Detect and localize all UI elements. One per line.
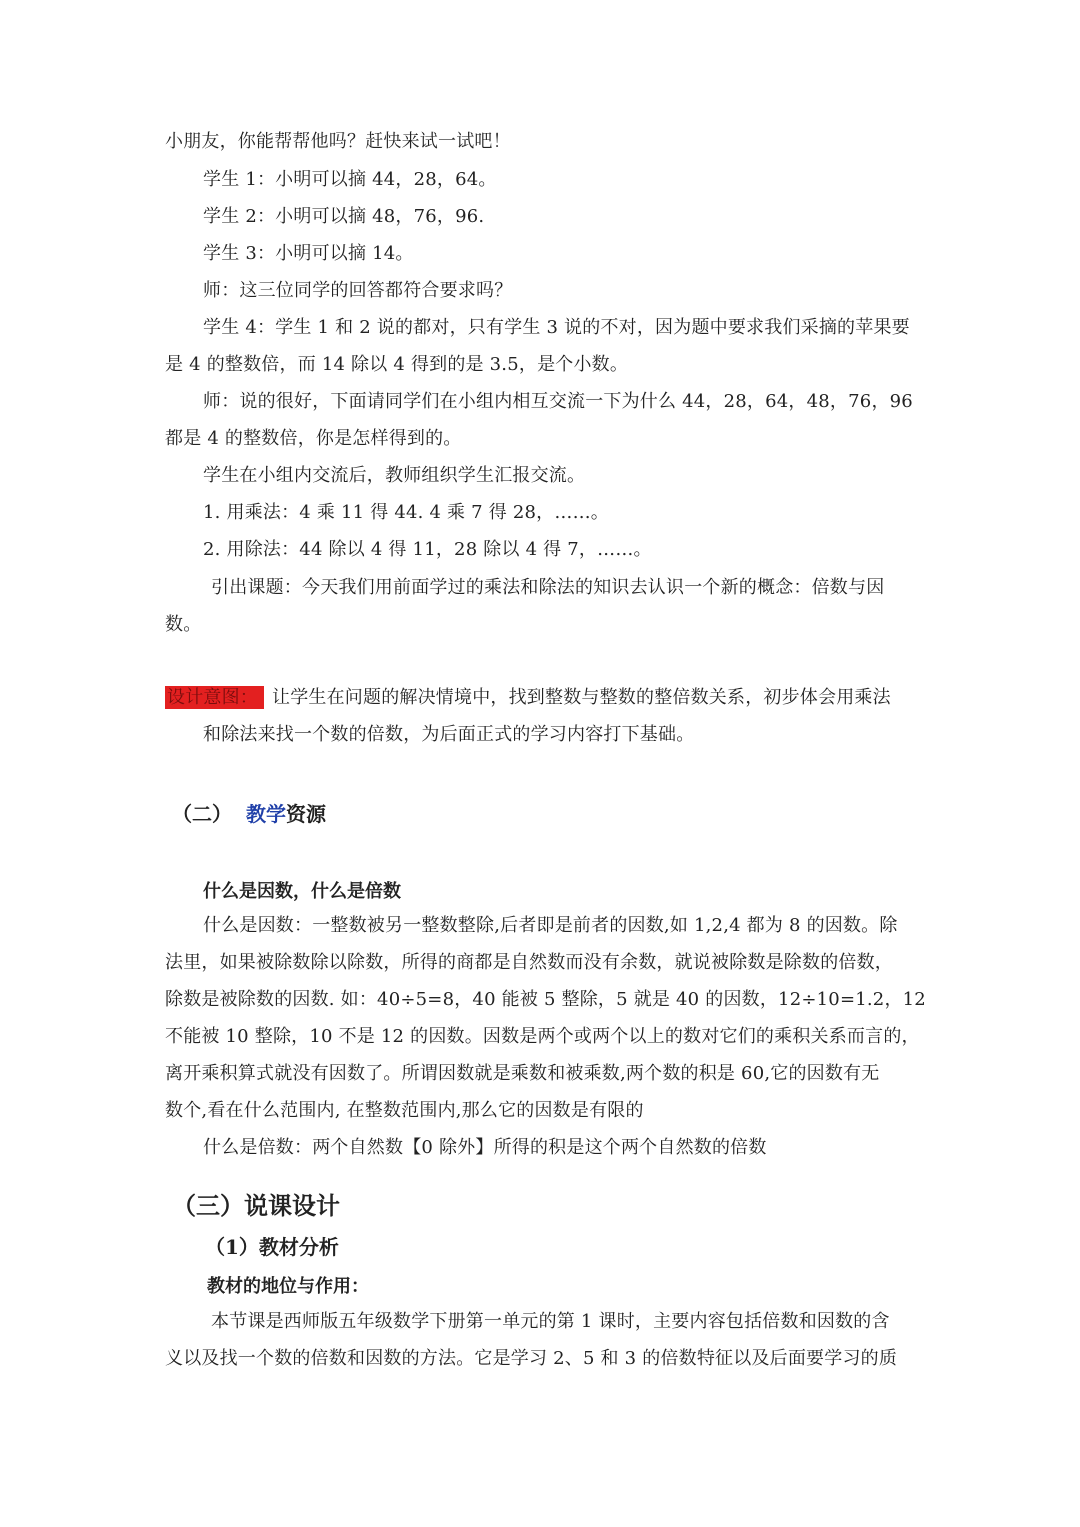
text-line: 学生 3：小明可以摘 14。 — [203, 243, 414, 264]
design-intent-text: 让学生在问题的解决情境中，找到整数与整数的整倍数关系，初步体会用乘法 — [272, 687, 891, 708]
text-line: 数。 — [165, 614, 202, 635]
text-line: 是 4 的整数倍，而 14 除以 4 得到的是 3.5，是个小数。 — [165, 354, 629, 375]
text-line: 法里，如果被除数除以除数，所得的商都是自然数而没有余数，就说被除数是除数的倍数， — [165, 952, 893, 973]
text-line: 都是 4 的整数倍，你是怎样得到的。 — [165, 428, 462, 449]
text-line: 1. 用乘法：4 乘 11 得 44. 4 乘 7 得 28，……。 — [203, 502, 609, 523]
text-line: 师：说的很好，下面请同学们在小组内相互交流一下为什么 44，28，64，48，76，96 — [203, 391, 913, 412]
section-title: 资源 — [286, 802, 326, 826]
subsection-heading: （1）教材分析 — [205, 1235, 339, 1259]
text-line: 数个,看在什么范围内, 在整数范围内,那么它的因数是有限的 — [165, 1100, 644, 1121]
section-title-highlight: 教学 — [246, 802, 286, 826]
text-line: 学生 2：小明可以摘 48，76，96. — [203, 206, 485, 227]
text-line: 什么是因数：一整数被另一整数整除,后者即是前者的因数,如 1,2,4 都为 8 的因数。除 — [203, 915, 898, 936]
text-line: 师：这三位同学的回答都符合要求吗？ — [203, 280, 513, 301]
design-intent-line — [165, 686, 891, 710]
text-line: 本节课是西师版五年级数学下册第一单元的第 1 课时，主要内容包括倍数和因数的含 — [211, 1311, 890, 1332]
text-line: 引出课题：今天我们用前面学过的乘法和除法的知识去认识一个新的概念：倍数与因 — [211, 577, 885, 598]
text-line: 学生 4：学生 1 和 2 说的都对，只有学生 3 说的不对，因为题中要求我们采摘的苹果要 — [203, 317, 910, 338]
subsection-heading: 什么是因数，什么是倍数 — [203, 881, 401, 902]
text-line: 不能被 10 整除，10 不是 12 的因数。因数是两个或两个以上的数对它们的乘积关系而言的， — [165, 1026, 920, 1047]
subsection-heading: 教材的地位与作用： — [207, 1276, 369, 1297]
section-heading — [172, 798, 326, 827]
text-line: 学生在小组内交流后，教师组织学生汇报交流。 — [203, 465, 586, 486]
text-line: 2. 用除法：44 除以 4 得 11，28 除以 4 得 7，……。 — [203, 539, 652, 560]
design-intent-label: 设计意图： — [165, 686, 264, 709]
text-line: 离开乘积算式就没有因数了。所谓因数就是乘数和被乘数,两个数的积是 60,它的因数有无 — [165, 1063, 880, 1084]
section-number: （二） — [172, 802, 232, 826]
text-line: 义以及找一个数的倍数和因数的方法。它是学习 2、5 和 3 的倍数特征以及后面要学习的质 — [165, 1348, 898, 1369]
text-line: 小朋友，你能帮帮他吗？赶快来试一试吧！ — [165, 131, 511, 152]
section-heading: （三）说课设计 — [172, 1191, 340, 1220]
text-line: 除数是被除数的因数. 如：40÷5=8，40 能被 5 整除，5 就是 40 的因数，12÷10=1.2，12 — [165, 989, 926, 1010]
text-line: 什么是倍数：两个自然数【0 除外】所得的积是这个两个自然数的倍数 — [203, 1137, 767, 1158]
text-line: 学生 1：小明可以摘 44，28，64。 — [203, 169, 497, 190]
design-intent-line: 和除法来找一个数的倍数，为后面正式的学习内容打下基础。 — [203, 724, 695, 745]
